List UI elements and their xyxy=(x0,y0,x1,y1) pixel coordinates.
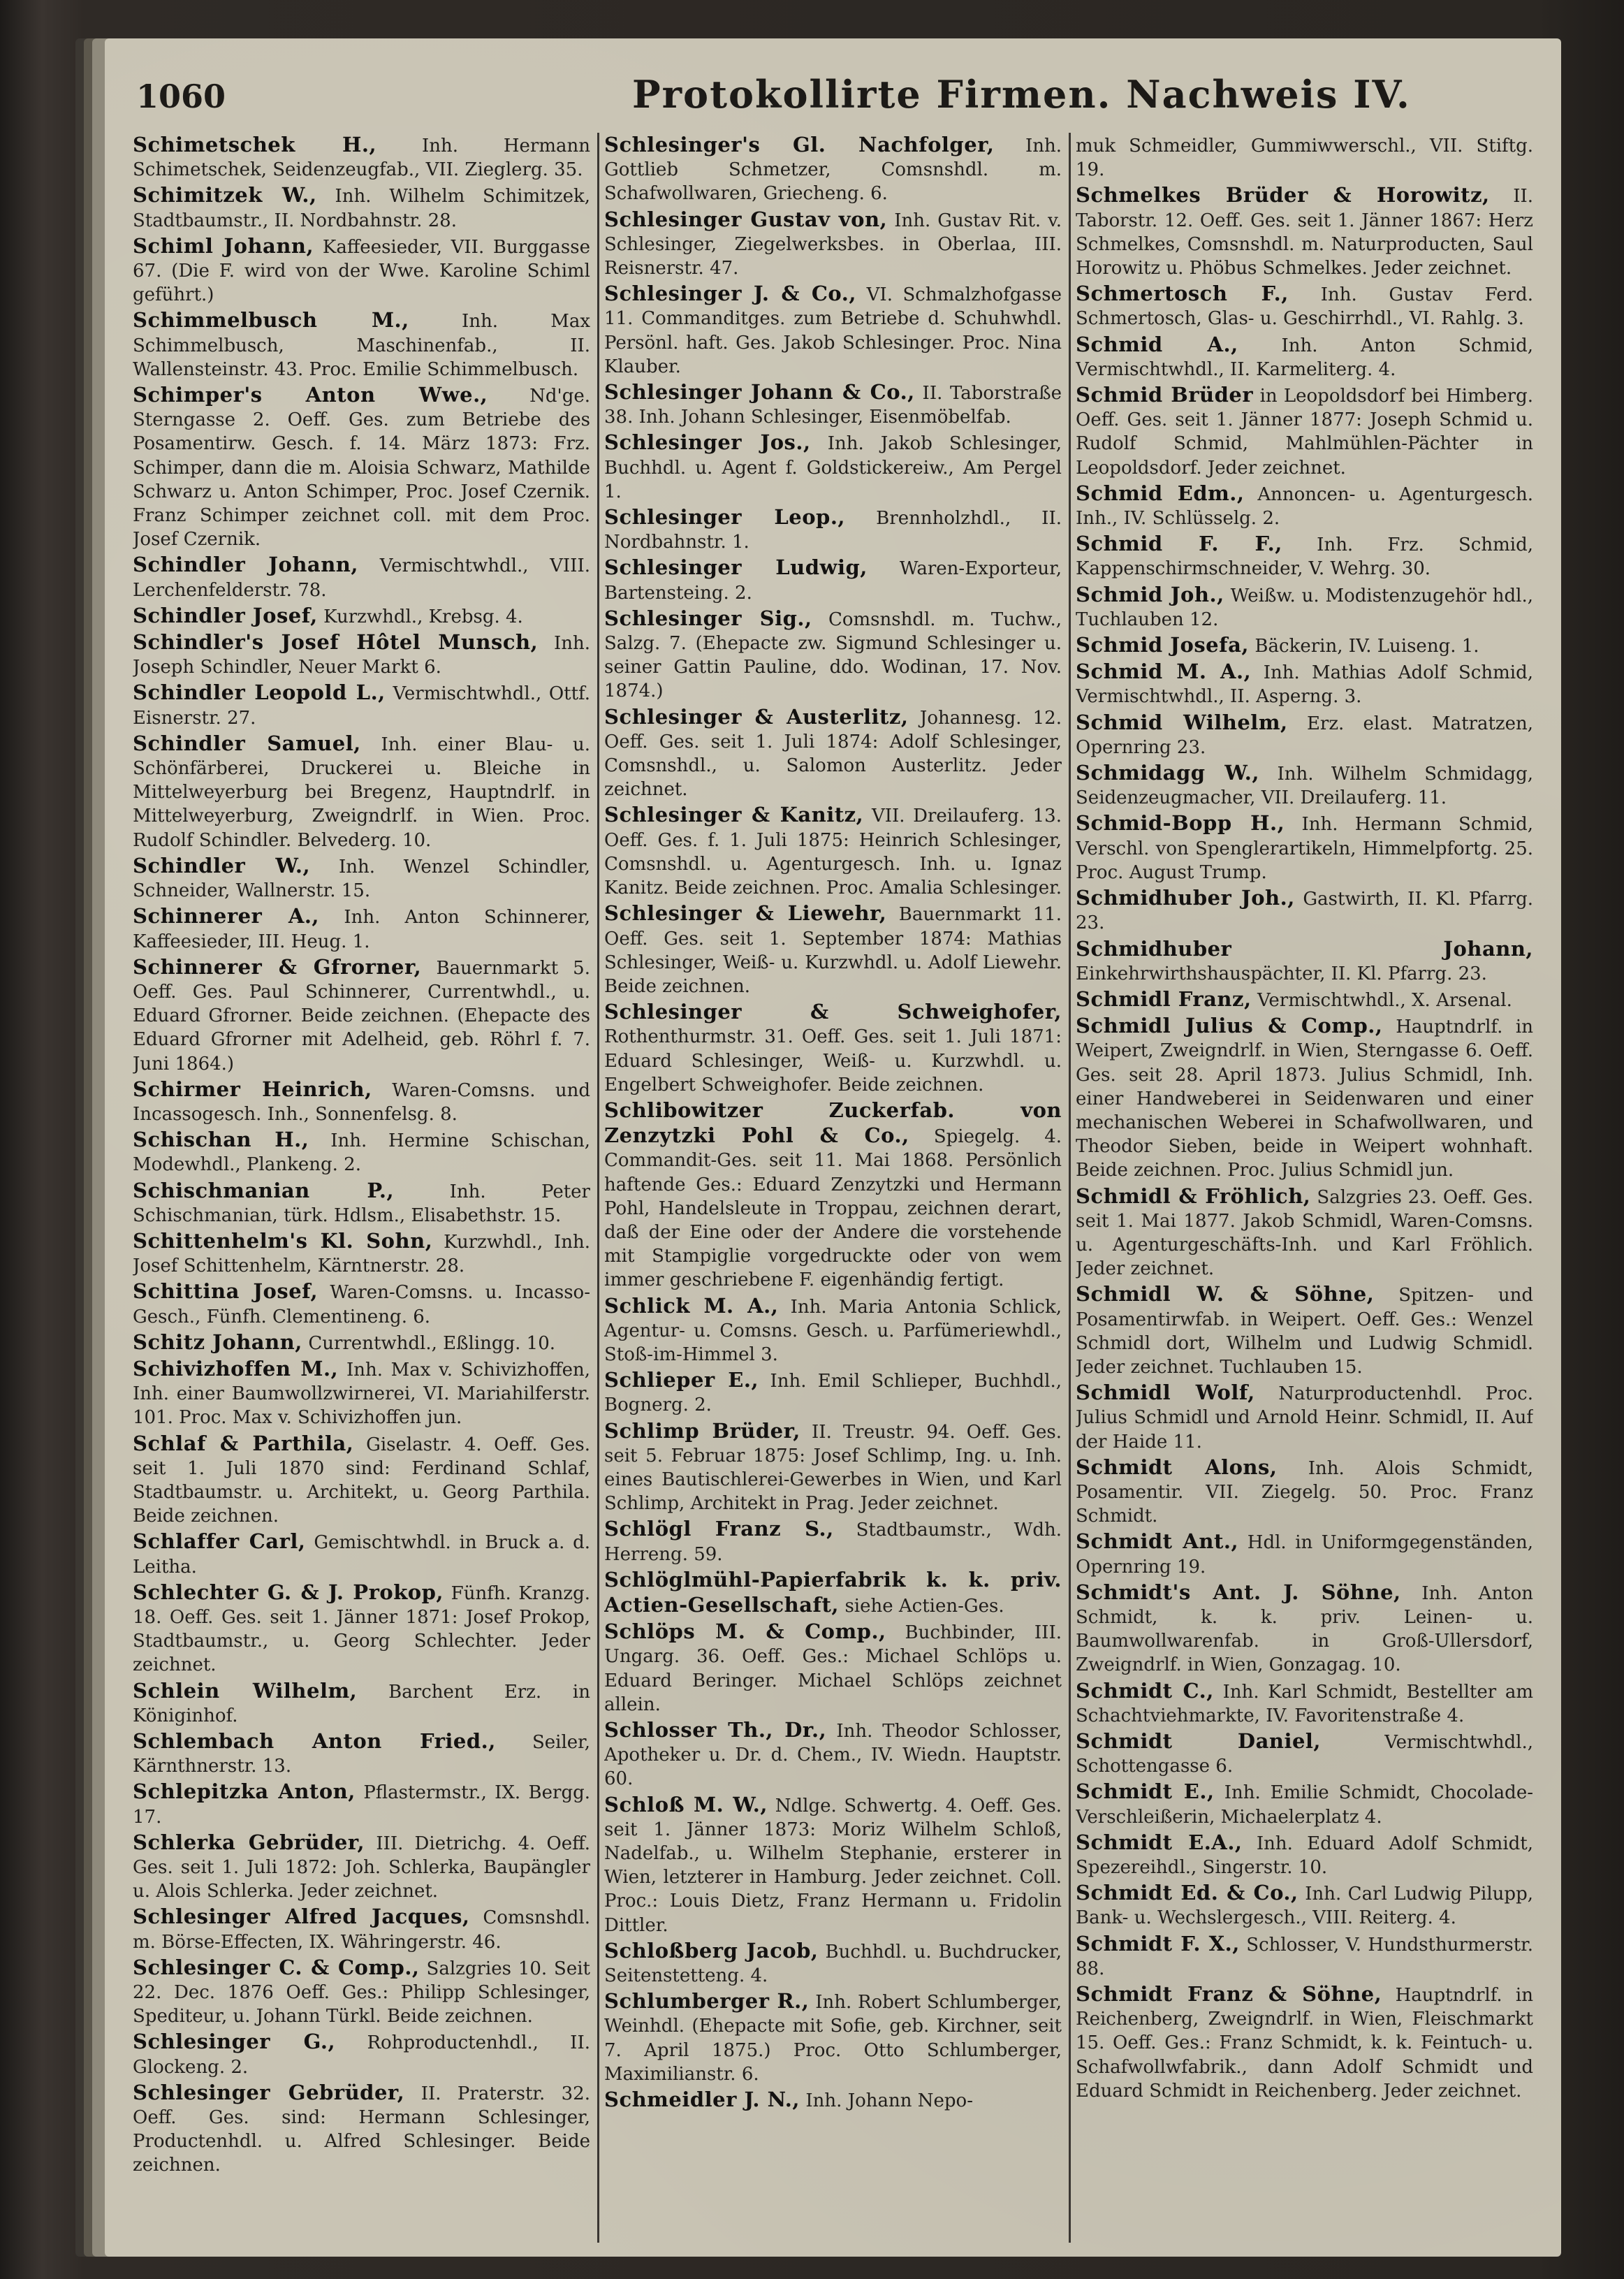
firm-name: Schlein Wilhelm, xyxy=(133,1678,358,1703)
firm-details: Hdl. in Uniformgegenständen, Opernring 19. xyxy=(1076,1532,1533,1578)
directory-entry xyxy=(1076,937,1533,986)
directory-entry xyxy=(133,1179,590,1228)
firm-name: Schmidt Daniel, xyxy=(1076,1729,1322,1753)
firm-details: Kurzwhdl., Inh. Josef Schittenhelm, Kärntnerstr. 28. xyxy=(133,1231,590,1277)
directory-entry xyxy=(133,630,590,679)
firm-name: Schmidt C., xyxy=(1076,1678,1214,1703)
firm-name: Schlechter G. & J. Prokop, xyxy=(133,1580,444,1604)
firm-details: Waren-Comsns. u. Incasso-Gesch., Fünfh. Clementineng. 6. xyxy=(133,1282,590,1327)
directory-entry xyxy=(604,803,1062,900)
page-title: Protokollirte Firmen. Nachweis IV. xyxy=(632,72,1411,117)
firm-details: Spitzen- und Posamentirwfab. in Weipert. Oeff. Ges.: Wenzel Schmidl dort, Wilhelm und Ludwig Schmidl. Jeder zeichnet. Tuchlauben 15. xyxy=(1076,1285,1533,1378)
firm-name: Schloßberg Jacob, xyxy=(604,1938,819,1963)
firm-name: Schmid Brüder xyxy=(1076,383,1254,407)
directory-entry xyxy=(604,1568,1062,1618)
firm-details: Salzgries 10. Seit 22. Dec. 1876 Oeff. Ges.: Philipp Schlesinger, Spediteur, u. Johann Türkl. Beide zeichnen. xyxy=(133,1958,590,2027)
firm-name: Schindler Johann, xyxy=(133,553,358,577)
firm-details: Inh. Hermann Schimetschek, Seidenzeugfab., VII. Zieglerg. 35. xyxy=(133,136,590,181)
firm-name: Schmidl & Fröhlich, xyxy=(1076,1184,1311,1208)
firm-name: Schlerka Gebrüder, xyxy=(133,1830,365,1854)
firm-details: Inh. Hermann Schmid, Verschl. von Spenglerartikeln, Himmelpfortg. 25. Proc. August Trump. xyxy=(1076,814,1533,883)
directory-entry xyxy=(133,680,590,729)
firm-details: Waren-Comsns. und Incassogesch. Inh., Sonnenfelsg. 8. xyxy=(133,1079,590,1125)
firm-name: Schitz Johann, xyxy=(133,1330,302,1354)
directory-entry xyxy=(1076,1184,1533,1281)
page-header xyxy=(136,65,1526,131)
firm-details: Salzgries 23. Oeff. Ges. seit 1. Mai 1877. Jakob Schmidl, Waren-Comsns. u. Agenturgeschäfts-Inh. und Karl Fröhlich. Jeder zeichnet. xyxy=(1076,1186,1533,1280)
firm-details: muk Schmeidler, Gummiwwerschl., VII. Stiftg. 19. xyxy=(1076,136,1533,181)
directory-columns xyxy=(133,133,1533,2243)
firm-name: Schmidt E., xyxy=(1076,1779,1215,1804)
firm-name: Schlesinger C. & Comp., xyxy=(133,1955,420,1979)
firm-details: Gastwirth, II. Kl. Pfarrg. 23. xyxy=(1076,889,1533,934)
firm-details: Inh. einer Blau- u. Schönfärberei, Druckerei u. Bleiche in Mittelweyerburg bei Bregenz, Hauptndrlf. in Mittelweyerburg, Zweigndrlf. in Wien. Proc. Rudolf Schindler. Belvederg. 10. xyxy=(133,734,590,851)
firm-name: Schmidhuber Johann, xyxy=(1076,936,1533,961)
firm-details: Weißw. u. Modistenzugehör hdl., Tuchlauben 12. xyxy=(1076,585,1533,630)
firm-details: Hauptndrlf. in Reichenberg, Zweigndrlf. in Wien, Fleischmarkt 15. Oeff. Ges.: Franz Schmidt, k. k. Feintuch- u. Schafwollwfabrik., dann Adolf Schmidt und Eduard Schmidt in Reichenberg. Jeder zeichnet. xyxy=(1076,1985,1533,2102)
firm-name: Schmidt E.A., xyxy=(1076,1830,1243,1854)
column-left xyxy=(133,133,590,2243)
directory-entry xyxy=(604,1098,1062,1293)
directory-entry xyxy=(133,1580,590,1677)
firm-name: Schlesinger Sig., xyxy=(604,606,812,630)
document-page xyxy=(105,38,1561,2257)
directory-entry xyxy=(1076,1932,1533,1981)
directory-entry xyxy=(133,1529,590,1578)
directory-entry xyxy=(1076,711,1533,759)
firm-details: Inh. Max v. Schivizhoffen, Inh. einer Baumwollzwirnerei, VI. Mariahilferstr. 101. Proc. Max v. Schivizhoffen jun. xyxy=(133,1359,590,1429)
firm-details: Inh. Karl Schmidt, Bestellter am Schachtviehmarkte, IV. Favoritenstraße 4. xyxy=(1076,1681,1533,1726)
directory-entry xyxy=(133,955,590,1076)
firm-name: Schindler Samuel, xyxy=(133,731,361,755)
directory-entry xyxy=(604,1000,1062,1097)
firm-details: Comsnshdl. m. Börse-Effecten, IX. Währingerstr. 46. xyxy=(133,1907,590,1953)
directory-entry xyxy=(133,1830,590,1904)
firm-name: Schmertosch F., xyxy=(1076,282,1289,306)
directory-entry xyxy=(1076,183,1533,280)
firm-details: Vermischtwhdl., VIII. Lerchenfelderstr. 78. xyxy=(133,555,590,601)
firm-details: Naturproductenhdl. Proc. Julius Schmidl und Arnold Heinr. Schmidl, II. Auf der Haide 11. xyxy=(1076,1383,1533,1452)
firm-details: Rohproductenhdl., II. Glockeng. 2. xyxy=(133,2032,590,2078)
page-number: 1060 xyxy=(136,78,226,115)
directory-entry xyxy=(604,2088,1062,2113)
firm-name: Schivizhoffen M., xyxy=(133,1356,339,1381)
firm-name: Schimmelbusch M., xyxy=(133,308,409,333)
directory-entry xyxy=(133,234,590,307)
firm-details: Johannesg. 12. Oeff. Ges. seit 1. Juli 1874: Adolf Schlesinger, Comsnshdl., u. Salomon Austerlitz. Jeder zeichnet. xyxy=(604,707,1062,801)
directory-entry xyxy=(604,1619,1062,1717)
firm-details: Inh. Robert Schlumberger, Weinhdl. (Ehepacte mit Sofie, geb. Kirchner, seit 7. April 1875.) Proc. Otto Schlumberger, Maximilianstr. 6. xyxy=(604,1992,1062,2085)
firm-details: Rothenthurmstr. 31. Oeff. Ges. seit 1. Juli 1871: Eduard Schlesinger, Weiß- u. Kurzwhdl. u. Engelbert Schweighofer. Beide zeichnen. xyxy=(604,1026,1062,1095)
firm-details: Hauptndrlf. in Weipert, Zweigndrlf. in Wien, Sterngasse 6. Oeff. Ges. seit 28. April 1873. Julius Schmidl, Inh. einer Handweberei in Seidenwaren und einer mechanischen Weberei in Schafwollwaren, und Theodor Sieben, beide in Weipert wohnhaft. Beide zeichnen. Proc. Julius Schmidl jun. xyxy=(1076,1017,1533,1181)
firm-details: Bauernmarkt 5. Oeff. Ges. Paul Schinnerer, Currentwhdl., u. Eduard Gfrorner. Beide zeichnen. (Ehepacte des Eduard Gfrorner mit Adelheid, geb. Röhrl f. 7. Juni 1864.) xyxy=(133,957,590,1075)
firm-name: Schlöglmühl-Papierfabrik k. k. priv. Actien-Gesellschaft, xyxy=(604,1567,1062,1617)
directory-entry xyxy=(1076,481,1533,530)
firm-name: Schlesinger Gustav von, xyxy=(604,207,888,231)
firm-name: Schindler Leopold L., xyxy=(133,680,386,705)
firm-details: Kaffeesieder, VII. Burggasse 67. (Die F. wird von der Wwe. Karoline Schiml geführt.) xyxy=(133,236,590,306)
firm-details: Schlosser, V. Hundsthurmerstr. 88. xyxy=(1076,1934,1533,1979)
firm-details: Inh. Max Schimmelbusch, Maschinenfab., II. Wallensteinstr. 43. Proc. Emilie Schimmelbusch. xyxy=(133,311,590,380)
firm-details: Inh. Peter Schischmanian, türk. Hdlsm., Elisabethstr. 15. xyxy=(133,1181,590,1226)
firm-details: Comsnshdl. m. Tuchw., Salzg. 7. (Ehepacte zw. Sigmund Schlesinger u. seiner Gattin Pauline, ddo. Wodinan, 17. Nov. 1874.) xyxy=(604,609,1062,702)
firm-name: Schiml Johann, xyxy=(133,233,314,258)
firm-details: Erz. elast. Matratzen, Opernring 23. xyxy=(1076,713,1533,758)
firm-name: Schittenhelm's Kl. Sohn, xyxy=(133,1228,433,1253)
directory-entry xyxy=(133,1357,590,1430)
firm-details: Inh. Johann Nepo- xyxy=(805,2090,973,2112)
firm-name: Schinnerer & Gfrorner, xyxy=(133,954,422,979)
firm-name: Schmeidler J. N., xyxy=(604,2088,800,2112)
directory-entry xyxy=(133,1279,590,1328)
firm-name: Schlieper E., xyxy=(604,1368,759,1392)
directory-entry xyxy=(133,854,590,903)
firm-details: Inh. Alois Schmidt, Posamentir. VII. Ziegelg. 50. Proc. Franz Schmidt. xyxy=(1076,1457,1533,1527)
directory-entry xyxy=(604,430,1062,504)
firm-name: Schmid Wilhelm, xyxy=(1076,710,1288,734)
firm-details: Inh. Maria Antonia Schlick, Agentur- u. Comsns. Gesch. u. Parfümeriewhdl., Stoß-im-Himmel 3. xyxy=(604,1296,1062,1365)
firm-name: Schmidt Ed. & Co., xyxy=(1076,1881,1299,1905)
directory-entry xyxy=(604,1419,1062,1516)
firm-details: Inh. Gustav Rit. v. Schlesinger, Ziegelwerksbes. in Oberlaa, III. Reisnerstr. 47. xyxy=(604,210,1062,279)
directory-entry xyxy=(604,207,1062,281)
firm-details: Inh. Emil Schlieper, Buchhdl., Bognerg. 2. xyxy=(604,1371,1062,1416)
firm-name: Schittina Josef, xyxy=(133,1279,319,1304)
firm-details: Kurzwhdl., Krebsg. 4. xyxy=(323,606,523,627)
firm-name: Schmidl Franz, xyxy=(1076,986,1252,1011)
firm-details: III. Dietrichg. 4. Oeff. Ges. seit 1. Juli 1872: Joh. Schlerka, Baupängler u. Alois Schlerka. Jeder zeichnet. xyxy=(133,1833,590,1902)
firm-name: Schinnerer A., xyxy=(133,904,320,929)
firm-details: Bäckerin, IV. Luiseng. 1. xyxy=(1254,636,1479,657)
firm-name: Schlesinger G., xyxy=(133,2030,336,2054)
firm-name: Schlaffer Carl, xyxy=(133,1529,306,1554)
firm-name: Schlögl Franz S., xyxy=(604,1517,834,1541)
directory-entry xyxy=(604,133,1062,206)
firm-details: Giselastr. 4. Oeff. Ges. seit 1. Juli 1870 sind: Ferdinand Schlaf, Stadtbaumstr. u. Architekt, u. Georg Parthila. Beide zeichnen. xyxy=(133,1434,590,1527)
directory-entry xyxy=(604,505,1062,554)
directory-entry xyxy=(133,904,590,953)
directory-entry xyxy=(604,1989,1062,2086)
firm-details: Nd'ge. Sterngasse 2. Oeff. Ges. zum Betriebe des Posamentirw. Gesch. f. 14. März 1873: Frz. Schimper, dann die m. Aloisia Schwarz, Mathilde Schwarz u. Anton Schimper, Proc. Josef Czernik. Franz Schimper zeichnet coll. mit dem Proc. Josef Czernik. xyxy=(133,386,590,551)
firm-details: Inh. Theodor Schlosser, Apotheker u. Dr. d. Chem., IV. Wiedn. Hauptstr. 60. xyxy=(604,1721,1062,1790)
firm-name: Schlibowitzer Zuckerfab. von Zenzytzki Pohl & Co., xyxy=(604,1098,1062,1148)
firm-details: Buchbinder, III. Ungarg. 36. Oeff. Ges.: Michael Schlöps u. Eduard Beringer. Michael Schlöps zeichnet allein. xyxy=(604,1622,1062,1715)
firm-name: Schlesinger Ludwig, xyxy=(604,555,868,580)
column-divider xyxy=(597,133,599,2243)
column-middle xyxy=(604,133,1062,2243)
firm-details: Vermischtwhdl., Ottf. Eisnerstr. 27. xyxy=(133,683,590,729)
directory-entry xyxy=(133,731,590,852)
firm-name: Schlumberger R., xyxy=(604,1989,810,2014)
directory-entry xyxy=(133,1128,590,1177)
firm-name: Schmid F. F., xyxy=(1076,532,1282,556)
firm-name: Schirmer Heinrich, xyxy=(133,1077,372,1101)
firm-details: VII. Dreilauferg. 13. Oeff. Ges. f. 1. Juli 1875: Heinrich Schlesinger, Comsnshdl. u. Agenturgesch. Inh. u. Ignaz Kanitz. Beide zeichnen. Proc. Amalia Schlesinger. xyxy=(604,806,1062,899)
column-divider xyxy=(1069,133,1071,2243)
directory-entry xyxy=(604,606,1062,704)
directory-entry xyxy=(133,133,590,182)
firm-name: Schlimp Brüder, xyxy=(604,1418,800,1443)
directory-entry xyxy=(133,553,590,602)
firm-name: Schlesinger's Gl. Nachfolger, xyxy=(604,133,995,156)
firm-name: Schindler Josef, xyxy=(133,603,318,627)
firm-name: Schlesinger Johann & Co., xyxy=(604,380,915,405)
firm-details: II. Treustr. 94. Oeff. Ges. seit 5. Februar 1875: Josef Schlimp, Ing. u. Inh. eines Bautischlerei-Gewerbes in Wien, und Karl Schlimp, Architekt in Prag. Jeder zeichnet. xyxy=(604,1421,1062,1515)
directory-entry xyxy=(133,2081,590,2178)
firm-details: VI. Schmalzhofgasse 11. Commanditges. zum Betriebe d. Schuhwhdl. Persönl. haft. Ges. Jakob Schlesinger. Proc. Nina Klauber. xyxy=(604,284,1062,377)
directory-entry xyxy=(133,1956,590,2029)
firm-details: Inh. Anton Schmidt, k. k. priv. Leinen- u. Baumwollwarenfab. in Groß-Ullersdorf, Zweigndrlf. in Wien, Gonzagag. 10. xyxy=(1076,1582,1533,1676)
firm-details: II. Taborstr. 12. Oeff. Ges. seit 1. Jänner 1867: Herz Schmelkes, Comsnshdl. m. Naturproducten, Saul Horowitz u. Phöbus Schmelkes. Jeder zeichnet. xyxy=(1076,186,1533,279)
firm-name: Schmid M. A., xyxy=(1076,660,1252,684)
firm-name: Schlesinger J. & Co., xyxy=(604,282,856,306)
firm-details: Inh. Wenzel Schindler, Schneider, Wallnerstr. 15. xyxy=(133,856,590,902)
directory-entry xyxy=(1076,811,1533,884)
directory-entry xyxy=(1076,1580,1533,1677)
directory-entry xyxy=(1076,333,1533,381)
firm-name: Schmid-Bopp H., xyxy=(1076,811,1285,836)
firm-details: Inh. Eduard Adolf Schmidt, Spezereihdl., Singerstr. 10. xyxy=(1076,1833,1533,1879)
firm-details: Inh. Gottlieb Schmetzer, Comsnshdl. m. Schafwollwaren, Griecheng. 6. xyxy=(604,136,1062,205)
firm-name: Schlesinger & Austerlitz, xyxy=(604,704,909,729)
firm-name: Schmidt Ant., xyxy=(1076,1529,1239,1554)
firm-name: Schmid Edm., xyxy=(1076,481,1245,505)
firm-name: Schmidl Wolf, xyxy=(1076,1381,1255,1405)
firm-details: Buchhdl. u. Buchdrucker, Seitenstetteng. 4. xyxy=(604,1941,1062,1987)
firm-name: Schlesinger Gebrüder, xyxy=(133,2080,405,2104)
firm-name: Schmid Josefa, xyxy=(1076,633,1249,657)
firm-details: Inh. Anton Schinnerer, Kaffeesieder, III. Heug. 1. xyxy=(133,907,590,952)
firm-details: Currentwhdl., Eßlingg. 10. xyxy=(308,1332,556,1354)
directory-entry xyxy=(133,1679,590,1728)
firm-details: Inh. Gustav Ferd. Schmertosch, Glas- u. Geschirrhdl., VI. Rahlg. 3. xyxy=(1076,284,1533,330)
firm-name: Schischan H., xyxy=(133,1128,309,1152)
firm-name: Schlöps M. & Comp., xyxy=(604,1619,886,1644)
firm-name: Schmidl W. & Söhne, xyxy=(1076,1282,1375,1306)
directory-entry xyxy=(1076,1779,1533,1828)
firm-details: Annoncen- u. Agenturgesch. Inh., IV. Schlüsselg. 2. xyxy=(1076,483,1533,530)
firm-name: Schlaf & Parthila, xyxy=(133,1431,354,1455)
column-right xyxy=(1076,133,1533,2243)
firm-details: Gemischtwhdl. in Bruck a. d. Leitha. xyxy=(133,1532,590,1578)
firm-name: Schimitzek W., xyxy=(133,183,317,207)
directory-entry xyxy=(1076,633,1533,658)
firm-details: Inh. Mathias Adolf Schmid, Vermischtwhdl., II. Asperng. 3. xyxy=(1076,662,1533,708)
firm-details: siehe Actien-Ges. xyxy=(844,1595,1004,1617)
firm-name: Schlembach Anton Fried., xyxy=(133,1729,496,1753)
directory-entry xyxy=(604,1718,1062,1791)
directory-entry xyxy=(1076,1729,1533,1778)
firm-name: Schmidagg W., xyxy=(1076,761,1259,785)
firm-name: Schlesinger & Liewehr, xyxy=(604,901,887,926)
firm-details: Inh. Wilhelm Schmidagg, Seidenzeugmacher, VII. Dreilauferg. 11. xyxy=(1076,764,1533,809)
directory-entry xyxy=(1076,1282,1533,1379)
directory-entry xyxy=(133,604,590,629)
firm-details: Brennholzhdl., II. Nordbahnstr. 1. xyxy=(604,508,1062,553)
firm-details: Inh. Hermine Schischan, Modewhdl., Plankeng. 2. xyxy=(133,1130,590,1176)
firm-name: Schischmanian P., xyxy=(133,1178,395,1202)
directory-entry xyxy=(133,1077,590,1126)
directory-entry xyxy=(1076,987,1533,1012)
directory-entry xyxy=(1076,583,1533,632)
directory-entry xyxy=(133,1905,590,1953)
directory-entry xyxy=(1076,1830,1533,1879)
firm-name: Schindler's Josef Hôtel Munsch, xyxy=(133,630,539,655)
directory-entry xyxy=(133,2030,590,2078)
firm-details: Barchent Erz. in Königinhof. xyxy=(133,1681,590,1726)
firm-details: Waren-Exporteur, Bartensteing. 2. xyxy=(604,558,1062,604)
firm-details: Inh. Carl Ludwig Pilupp, Bank- u. Wechslergesch., VIII. Reiterg. 4. xyxy=(1076,1884,1533,1929)
directory-entry xyxy=(1076,1014,1533,1182)
firm-details: Vermischtwhdl., Schottengasse 6. xyxy=(1076,1732,1533,1777)
directory-entry xyxy=(133,1432,590,1529)
directory-entry xyxy=(133,1330,590,1355)
firm-details: Stadtbaumstr., Wdh. Herreng. 59. xyxy=(604,1520,1062,1565)
firm-name: Schmidt's Ant. J. Söhne, xyxy=(1076,1580,1401,1604)
directory-entry xyxy=(604,555,1062,604)
firm-name: Schloß M. W., xyxy=(604,1792,768,1816)
directory-entry xyxy=(1076,1529,1533,1578)
firm-name: Schmidl Julius & Comp., xyxy=(1076,1014,1383,1038)
firm-name: Schlesinger & Kanitz, xyxy=(604,803,864,827)
firm-details: Inh. Anton Schmid, Vermischtwhdl., II. Karmeliterg. 4. xyxy=(1076,335,1533,380)
directory-entry xyxy=(133,383,590,551)
firm-details: Pflastermstr., IX. Bergg. 17. xyxy=(133,1782,590,1828)
directory-entry xyxy=(604,1294,1062,1367)
firm-name: Schindler W., xyxy=(133,853,311,878)
firm-details: II. Praterstr. 32. Oeff. Ges. sind: Hermann Schlesinger, Productenhdl. u. Alfred Schlesinger. Beide zeichnen. xyxy=(133,2083,590,2176)
directory-entry xyxy=(133,1729,590,1778)
directory-entry xyxy=(604,1517,1062,1566)
firm-name: Schmidt F. X., xyxy=(1076,1931,1240,1956)
directory-entry xyxy=(1076,282,1533,330)
firm-name: Schmid A., xyxy=(1076,332,1238,356)
directory-entry xyxy=(1076,532,1533,581)
directory-entry xyxy=(1076,133,1533,182)
directory-entry xyxy=(1076,660,1533,708)
firm-details: Einkehrwirthshauspächter, II. Kl. Pfarrg. 23. xyxy=(1076,963,1487,984)
firm-details: Spiegelg. 4. Commandit-Ges. seit 11. Mai 1868. Persönlich haftende Ges.: Eduard Zenzytzki und Hermann Pohl, Handelsleute in Troppau, zeichnen derart, daß der Eine oder der Andere die vorstehende mit Stampiglie vorgedruckte oder von wem immer geschriebene F. eigenhändig fertigt. xyxy=(604,1126,1062,1291)
firm-name: Schmidt Alons, xyxy=(1076,1455,1278,1479)
firm-details: Seiler, Kärnthnerstr. 13. xyxy=(133,1732,590,1777)
firm-details: Bauernmarkt 11. Oeff. Ges. seit 1. September 1874: Mathias Schlesinger, Weiß- u. Kurzwhdl. u. Adolf Liewehr. Beide zeichnen. xyxy=(604,904,1062,997)
directory-entry xyxy=(1076,1679,1533,1728)
firm-name: Schlesinger & Schweighofer, xyxy=(604,1000,1062,1024)
firm-details: Inh. Emilie Schmidt, Chocolade-Verschleißerin, Michaelerplatz 4. xyxy=(1076,1782,1533,1828)
directory-entry xyxy=(133,183,590,232)
firm-name: Schmid Joh., xyxy=(1076,582,1224,606)
directory-entry xyxy=(1076,1881,1533,1930)
directory-entry xyxy=(133,308,590,381)
firm-details: Inh. Jakob Schlesinger, Buchhdl. u. Agent f. Goldstickereiw., Am Pergel 1. xyxy=(604,433,1062,502)
firm-name: Schlick M. A., xyxy=(604,1293,779,1318)
firm-name: Schmelkes Brüder & Horowitz, xyxy=(1076,183,1490,207)
firm-name: Schlesinger Alfred Jacques, xyxy=(133,1905,470,1929)
directory-entry xyxy=(604,1939,1062,1988)
directory-entry xyxy=(133,1229,590,1278)
directory-entry xyxy=(604,901,1062,998)
directory-entry xyxy=(133,1779,590,1828)
firm-name: Schmidhuber Joh., xyxy=(1076,886,1295,910)
directory-entry xyxy=(1076,1381,1533,1454)
firm-name: Schlepitzka Anton, xyxy=(133,1779,356,1804)
firm-details: II. Taborstraße 38. Inh. Johann Schlesinger, Eisenmöbelfab. xyxy=(604,383,1062,428)
directory-entry xyxy=(1076,886,1533,935)
directory-entry xyxy=(604,380,1062,429)
firm-name: Schlosser Th., Dr., xyxy=(604,1718,827,1742)
firm-details: Inh. Joseph Schindler, Neuer Markt 6. xyxy=(133,633,590,678)
firm-name: Schlesinger Leop., xyxy=(604,505,846,530)
firm-details: in Leopoldsdorf bei Himberg. Oeff. Ges. seit 1. Jänner 1877: Joseph Schmid u. Rudolf Schmid, Mahlmühlen-Pächter in Leopoldsdorf. Jeder zeichnet. xyxy=(1076,386,1533,479)
directory-entry xyxy=(1076,1455,1533,1529)
firm-name: Schimper's Anton Wwe., xyxy=(133,383,488,407)
directory-entry xyxy=(604,1793,1062,1937)
firm-details: Inh. Wilhelm Schimitzek, Stadtbaumstr., II. Nordbahnstr. 28. xyxy=(133,186,590,231)
firm-details: Vermischtwhdl., X. Arsenal. xyxy=(1257,989,1512,1011)
firm-name: Schmidt Franz & Söhne, xyxy=(1076,1982,1382,2007)
firm-name: Schimetschek H., xyxy=(133,133,377,156)
firm-details: Inh. Frz. Schmid, Kappenschirmschneider, V. Wehrg. 30. xyxy=(1076,534,1533,580)
directory-entry xyxy=(604,282,1062,379)
firm-details: Ndlge. Schwertg. 4. Oeff. Ges. seit 1. Jänner 1873: Moriz Wilhelm Schloß, Nadelfab., u. Wilhelm Stephanie, ersterer in Wien, letzterer in Hamburg. Jeder zeichnet. Coll. Proc.: Louis Dietz, Franz Hermann u. Fridolin Dittler. xyxy=(604,1795,1062,1936)
directory-entry xyxy=(1076,761,1533,810)
firm-name: Schlesinger Jos., xyxy=(604,430,811,455)
directory-entry xyxy=(1076,1982,1533,2103)
directory-entry xyxy=(604,1368,1062,1417)
directory-entry xyxy=(604,705,1062,802)
directory-entry xyxy=(1076,383,1533,480)
firm-details: Fünfh. Kranzg. 18. Oeff. Ges. seit 1. Jänner 1871: Josef Prokop, Stadtbaumstr., u. Georg Schlechter. Jeder zeichnet. xyxy=(133,1582,590,1676)
